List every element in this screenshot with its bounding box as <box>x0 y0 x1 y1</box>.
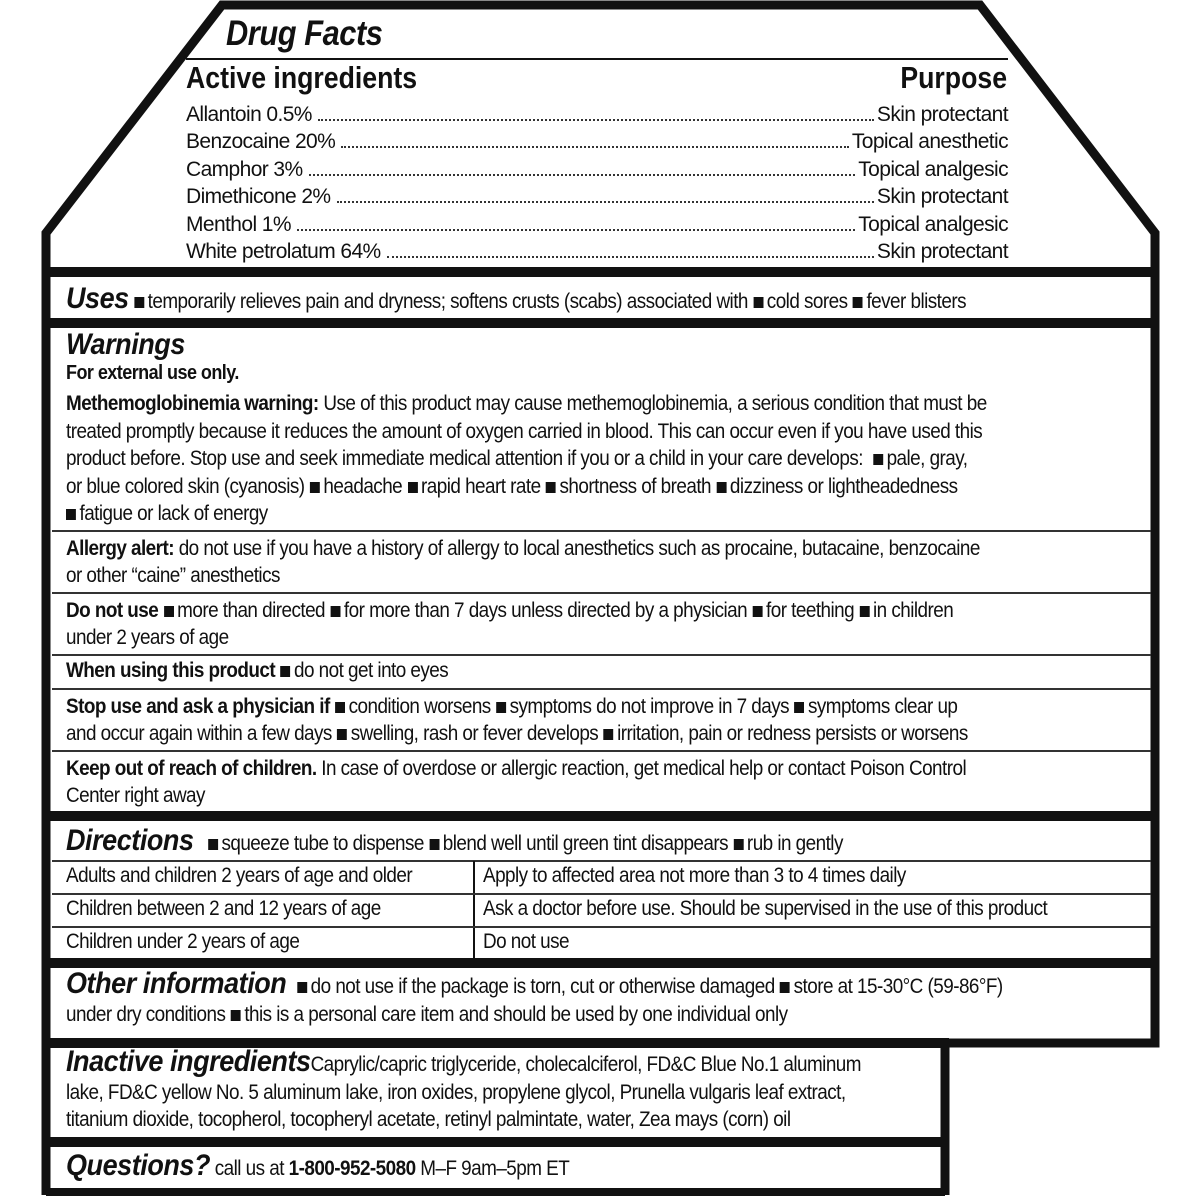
allergy-alert <box>66 535 980 589</box>
ingredient-purpose: Topical analgesic <box>858 213 1008 236</box>
ingredient-row <box>186 100 1008 127</box>
divider <box>52 893 1151 895</box>
leader-dots <box>341 146 849 148</box>
ingredient-row <box>186 237 1008 264</box>
leader-dots <box>387 256 874 258</box>
symptom-item: fatigue or lack of energy <box>79 502 268 525</box>
ingredient-purpose: Skin protectant <box>876 103 1008 126</box>
bullet-icon <box>66 509 76 520</box>
do-not-use-item: in children <box>873 599 954 622</box>
ingredient-purpose: Skin protectant <box>876 185 1008 208</box>
directions-item: rub in gently <box>746 832 843 855</box>
keep-out-label: Keep out of reach of children. <box>66 757 317 780</box>
keep-out-text: Center right away <box>66 784 205 807</box>
directions-item: squeeze tube to dispense <box>221 832 424 855</box>
do-not-use <box>66 597 953 651</box>
divider <box>52 654 1151 656</box>
other-info-item: store at 15-30°C (59-86°F) <box>793 975 1003 998</box>
stop-use-item: symptoms do not improve in 7 days <box>509 695 790 718</box>
other-info-item: do not use if the package is torn, cut or otherwise damaged <box>310 975 775 998</box>
stop-use-item: condition worsens <box>348 695 491 718</box>
section-bar <box>46 318 1156 328</box>
uses-item: cold sores <box>766 290 848 313</box>
bullet-icon <box>496 702 506 713</box>
divider <box>52 688 1151 690</box>
questions-section <box>66 1149 569 1183</box>
directions-heading: Directions <box>66 824 194 857</box>
bullet-icon <box>780 982 790 993</box>
table-cell-who: Adults and children 2 years of age and older <box>66 864 413 887</box>
inactive-text: Caprylic/capric triglyceride, cholecalciferol, FD&C Blue No.1 aluminum <box>310 1053 861 1076</box>
table-cell-what: Do not use <box>483 930 570 953</box>
methemo-text: treated promptly because it reduces the amount of oxygen carried in blood. This can occur even if you have used this <box>66 419 983 443</box>
ingredient-name: Camphor 3% <box>186 158 303 181</box>
purpose-heading: Purpose <box>900 60 1007 95</box>
symptom-item: rapid heart rate <box>421 474 541 498</box>
other-information <box>66 967 1003 1029</box>
bullet-icon <box>134 297 144 308</box>
bullet-icon <box>408 482 418 493</box>
when-using-label: When using this product <box>66 659 276 682</box>
bullet-icon <box>753 606 763 617</box>
directions-section <box>66 824 843 858</box>
ingredient-name: White petrolatum 64% <box>186 240 381 263</box>
keep-out-of-reach <box>66 755 966 809</box>
do-not-use-item: for more than 7 days unless directed by a physician <box>343 599 748 622</box>
stop-use-item: and occur again within a few days <box>66 722 332 745</box>
leader-dots <box>337 201 874 203</box>
bullet-icon <box>753 297 763 308</box>
divider <box>52 926 1151 928</box>
bullet-icon <box>873 454 883 465</box>
do-not-use-item: under 2 years of age <box>66 626 229 649</box>
stop-use-item: symptoms clear up <box>807 695 958 718</box>
drug-facts-title: Drug Facts <box>226 14 383 53</box>
uses-item: temporarily relieves pain and dryness; softens crusts (scabs) associated with <box>147 290 748 313</box>
stop-use <box>66 693 968 747</box>
allergy-label: Allergy alert: <box>66 537 174 560</box>
symptom-item: shortness of breath <box>559 474 712 498</box>
ingredient-name: Benzocaine 20% <box>186 130 336 153</box>
ingredient-name: Allantoin 0.5% <box>186 103 312 126</box>
symptom-item: dizziness or lightheadedness <box>729 474 958 498</box>
allergy-text: do not use if you have a history of allergy to local anesthetics such as procaine, butacaine, benzocaine <box>173 537 980 560</box>
bullet-icon <box>860 606 870 617</box>
section-bar <box>46 1137 949 1147</box>
ingredient-name: Menthol 1% <box>186 213 291 236</box>
leader-dots <box>297 229 855 231</box>
table-cell-what: Apply to affected area not more than 3 to 4 times daily <box>483 864 906 887</box>
leader-dots <box>318 119 874 121</box>
stop-use-label: Stop use and ask a physician if <box>66 695 330 718</box>
questions-hours: M–F 9am–5pm ET <box>415 1157 570 1180</box>
ingredient-row <box>186 155 1008 182</box>
table-cell-who: Children under 2 years of age <box>66 930 300 953</box>
stop-use-item: irritation, pain or redness persists or worsens <box>617 722 968 745</box>
table-column-divider <box>473 861 475 959</box>
other-info-item: this is a personal care item and should be used by one individual only <box>244 1003 788 1026</box>
bullet-icon <box>208 839 218 850</box>
table-cell-what: Ask a doctor before use. Should be supervised in the use of this product <box>483 897 1048 920</box>
active-ingredients-heading: Active ingredients <box>186 60 418 95</box>
when-using <box>66 659 448 683</box>
ingredient-row <box>186 210 1008 237</box>
ingredient-purpose: Topical analgesic <box>858 158 1008 181</box>
allergy-text: or other “caine” anesthetics <box>66 564 280 587</box>
stop-use-item: swelling, rash or fever develops <box>350 722 599 745</box>
uses-section <box>66 282 966 316</box>
uses-heading: Uses <box>66 282 129 315</box>
bullet-icon <box>164 606 174 617</box>
questions-heading: Questions? <box>66 1149 211 1182</box>
divider <box>52 530 1151 532</box>
methemo-text: Use of this product may cause methemoglobinemia, a serious condition that must be <box>318 392 987 415</box>
methemoglobinemia-warning <box>66 390 987 528</box>
bullet-icon <box>335 702 345 713</box>
directions-item: blend well until green tint disappears <box>442 832 729 855</box>
symptom-item: pale, gray, <box>886 447 968 470</box>
keep-out-text: In case of overdose or allergic reaction, get medical help or contact Poison Control <box>316 757 967 780</box>
bullet-icon <box>853 297 863 308</box>
inactive-text: lake, FD&C yellow No. 5 aluminum lake, iron oxides, propylene glycol, Prunella vulgaris leaf extract, <box>66 1080 846 1104</box>
section-bar <box>46 811 1156 821</box>
bullet-icon <box>281 666 291 677</box>
divider <box>52 750 1151 752</box>
inactive-ingredients <box>66 1045 861 1134</box>
uses-item: fever blisters <box>866 290 967 313</box>
other-info-heading: Other information <box>66 967 287 1000</box>
symptom-item: headache <box>323 474 403 498</box>
phone-number[interactable]: 1-800-952-5080 <box>288 1157 416 1180</box>
methemo-text: product before. Stop use and seek immediate medical attention if you or a child in your care develops: <box>66 447 868 470</box>
bullet-icon <box>337 729 347 740</box>
bullet-icon <box>604 729 614 740</box>
table-cell-who: Children between 2 and 12 years of age <box>66 897 381 920</box>
bullet-icon <box>794 702 804 713</box>
ingredient-row <box>186 127 1008 154</box>
bullet-icon <box>310 482 320 493</box>
external-use-text: For external use only. <box>66 362 239 384</box>
inactive-heading: Inactive ingredients <box>66 1045 311 1078</box>
methemo-label: Methemoglobinemia warning: <box>66 392 319 415</box>
divider <box>52 860 1151 862</box>
divider <box>52 592 1151 594</box>
bullet-icon <box>231 1010 241 1021</box>
bullet-icon <box>330 606 340 617</box>
leader-dots <box>309 174 856 176</box>
do-not-use-label: Do not use <box>66 599 159 622</box>
inactive-text: titanium dioxide, tocopherol, tocopheryl acetate, retinyl palmintate, water, Zea mays (corn) oil <box>66 1108 791 1131</box>
bullet-icon <box>733 839 743 850</box>
bullet-icon <box>716 482 726 493</box>
when-using-item: do not get into eyes <box>294 659 449 682</box>
bullet-icon <box>546 482 556 493</box>
ingredient-purpose: Skin protectant <box>876 240 1008 263</box>
do-not-use-item: more than directed <box>177 599 326 622</box>
do-not-use-item: for teething <box>766 599 855 622</box>
questions-text: call us at <box>210 1157 289 1180</box>
section-bar <box>46 267 1156 277</box>
warnings-heading: Warnings <box>66 328 185 361</box>
other-info-item: under dry conditions <box>66 1003 226 1026</box>
symptom-item: or blue colored skin (cyanosis) <box>66 474 305 498</box>
ingredient-name: Dimethicone 2% <box>186 185 331 208</box>
ingredient-row <box>186 182 1008 209</box>
bullet-icon <box>297 982 307 993</box>
bullet-icon <box>429 839 439 850</box>
ingredient-purpose: Topical anesthetic <box>851 130 1008 153</box>
